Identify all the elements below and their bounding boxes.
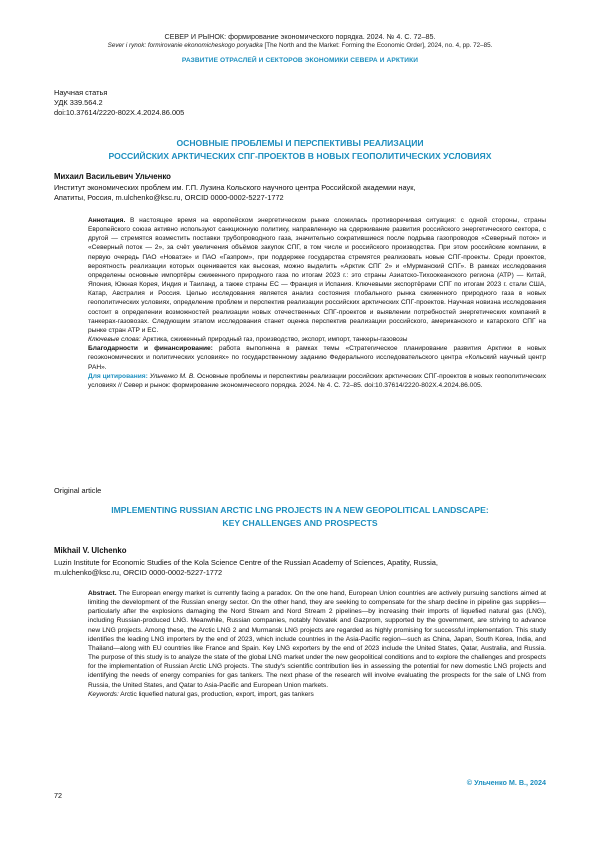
udk: УДК 339.564.2 (54, 98, 103, 108)
citation-ru (88, 372, 546, 390)
article-meta-ru (54, 88, 184, 119)
abstract-label-en: Abstract. (88, 590, 117, 597)
keywords-text-ru: Арктика, сжиженный природный газ, производство, экспорт, импорт, танкеры-газовозы (140, 336, 408, 344)
affiliation-en-line2: m.ulchenko@ksc.ru, ORCID 0000-0002-5227-1772 (54, 568, 223, 578)
abstract-ru (88, 216, 546, 335)
abstract-block-ru (88, 216, 546, 390)
title-en-line1: IMPLEMENTING RUSSIAN ARCTIC LNG PROJECTS IN A NEW GEOPOLITICAL LANDSCAPE: (111, 505, 489, 515)
keywords-en (88, 690, 546, 699)
journal-citation-ru: СЕВЕР И РЫНОК: формирование экономического порядка. 2024. № 4. С. 72–85. (164, 32, 436, 41)
keywords-label-ru: Ключевые слова: (88, 336, 141, 344)
keywords-text-en: Arctic liquefied natural gas, production, export, import, gas tankers (118, 690, 314, 698)
author-ru: Михаил Васильевич Ульченко (54, 172, 171, 181)
abstract-text-en: The European energy market is currently facing a paradox. On the one hand, European Union countries are actively pursuing sanctions aimed at limiting the development of the Russian energy sector. On the other hand, they are seeking to compensate for the sharp decline in pipeline gas supplies—particularly after the explosions damaging the Nord Stream and Nord Stream 2 pipelines—by increasing their imports of liquefied natural gas (LNG), including Russian-produced LNG. Meanwhile, Russian companies, notably Novatek and Gazprom, supported by the government, are striving to advance new LNG projects. Among these, the Arctic LNG 2 and Murmansk LNG projects are regarded as highly promising for successful implementation. This study identifies the leading LNG importers by the end of 2023, which include countries in the Asia-Pacific region—such as China, Japan, South Korea, India, and Thailand—along with EU countries like France and Spain. Key LNG exporters by the end of 2023 include the United States, Qatar, Australia, and Russia. The purpose of this study is to analyze the state of the global LNG market under the new geopolitical conditions and to explore the challenges and prospects for the implementation of Russian Arctic LNG projects. The study's scientific contribution lies in assessing the potential for new domestic LNG projects and identifying the needs of energy companies for gas tankers. The next phase of the research will involve evaluating the prospects for the sale of LNG from Russia, the United States, and Qatar to Asia-Pacific and European Union markets. (88, 590, 546, 689)
affiliation-ru-line1: Институт экономических проблем им. Г.П. Лузина Кольского научного центра Российской академии наук, (54, 183, 416, 192)
keywords-ru (88, 335, 546, 344)
copyright: © Ульченко М. В., 2024 (466, 778, 546, 787)
ack-label-ru: Благодарности и финансирование: (88, 345, 213, 353)
abstract-label-ru: Аннотация. (88, 217, 126, 224)
page-number: 72 (54, 791, 62, 800)
cite-label-ru: Для цитирования: (88, 372, 148, 380)
abstract-en (88, 589, 546, 690)
article-title-en (0, 504, 600, 529)
affiliation-ru-line2: Апатиты, Россия, m.ulchenko@ksc.ru, ORCID 0000-0002-5227-1772 (54, 193, 284, 203)
title-ru-line2: РОССИЙСКИХ АРКТИЧЕСКИХ СПГ-ПРОЕКТОВ В НОВЫХ ГЕОПОЛИТИЧЕСКИХ УСЛОВИЯХ (108, 150, 492, 161)
affiliation-ru (54, 183, 554, 204)
cite-text-ru: Основные проблемы и перспективы реализации российских арктических СПГ-проектов в новых геополитических условиях // Север и рынок: формирование экономического порядка. 2024. № 4. С. 72–85. doi:10.37614/2220-802X.4.2024.86.005. (88, 372, 546, 389)
keywords-label-en: Keywords: (88, 690, 119, 698)
affiliation-en-line1: Luzin Institute for Economic Studies of the Kola Science Centre of the Russian Academy of Sciences, Apatity, Russia, (54, 558, 438, 567)
ack-text-ru: работа выполнена в рамках темы «Стратегическое планирование развития Арктики в новых геоэкономических и политических условиях» по государственному заданию Федерального исследовательского центра «Кольский научный центр РАН». (88, 345, 546, 371)
acknowledgements-ru (88, 344, 546, 371)
affiliation-en (54, 558, 554, 579)
journal-citation-en (0, 42, 600, 49)
article-type-ru: Научная статья (54, 88, 108, 97)
author-en: Mikhail V. Ulchenko (54, 546, 127, 555)
abstract-text-ru: В настоящее время на европейском энергетическом рынке сложилась противоречивая ситуация: с одной стороны, страны Европейского союза активно используют санкционную политику, направленную на сдерживание развития российского энергетического сектора, с другой — стремятся возместить поставки трубопроводного газа, значительно сократившиеся после подрыва газопроводов «Северный поток» и «Северный поток — 2», за счёт увеличения объёмов закупок СПГ, в том числе и российского производства. При этом российские компании, в первую очередь ПАО «Новатэк» и ПАО «Газпром», при поддержке государства стремятся реализовать новые СПГ-проекты. Среди проектов, вероятность реализации которых оценивается как высокая, можно выделить «Арктик СПГ 2» и «Мурманский СПГ». В рамках исследования определены основные импортёры сжиженного природного газа по итогам 2023 г.: это страны Азиатско-Тихоокеанского региона (АТР) — Китай, Япония, Южная Корея, Индия и Таиланд, а также страны ЕС — Франция и Испания. Ключевыми экспортёрами СПГ по итогам 2023 г. стали США, Катар, Австралия и Россия. Целью исследования является анализ состояния глобального рынка сжиженного природного газа в новых геополитических условиях, определение проблем и перспектив реализации российских арктических СПГ-проектов. Научная новизна исследования состоит в определении возможностей реализации новых отечественных СПГ-проектов и выявлении потребностей энергетических компаний в танкерах-газовозах. Следующим этапом исследования станет оценка перспектив реализации российского, американского и катарского СПГ на рынке стран АТР и ЕС. (88, 217, 546, 334)
cite-author-ru: Ульченко М. В. (147, 372, 196, 380)
article-title-ru (0, 137, 600, 162)
article-type-en: Original article (54, 486, 102, 495)
title-ru-line1: ОСНОВНЫЕ ПРОБЛЕМЫ И ПЕРСПЕКТИВЫ РЕАЛИЗАЦИИ (176, 138, 424, 148)
doi-link[interactable]: doi:10.37614/2220-802X.4.2024.86.005 (54, 108, 185, 118)
journal-title-translit: Sever i rynok: formirovanie ekonomicheskogo poryadka (107, 42, 263, 49)
title-en-line2: KEY CHALLENGES AND PROSPECTS (222, 517, 378, 528)
abstract-block-en (88, 589, 546, 699)
journal-citation-en-rest: [The North and the Market: Forming the Economic Order], 2024, no. 4, pp. 72–85. (262, 42, 493, 49)
journal-section: РАЗВИТИЕ ОТРАСЛЕЙ И СЕКТОРОВ ЭКОНОМИКИ СЕВЕРА И АРКТИКИ (181, 57, 419, 64)
